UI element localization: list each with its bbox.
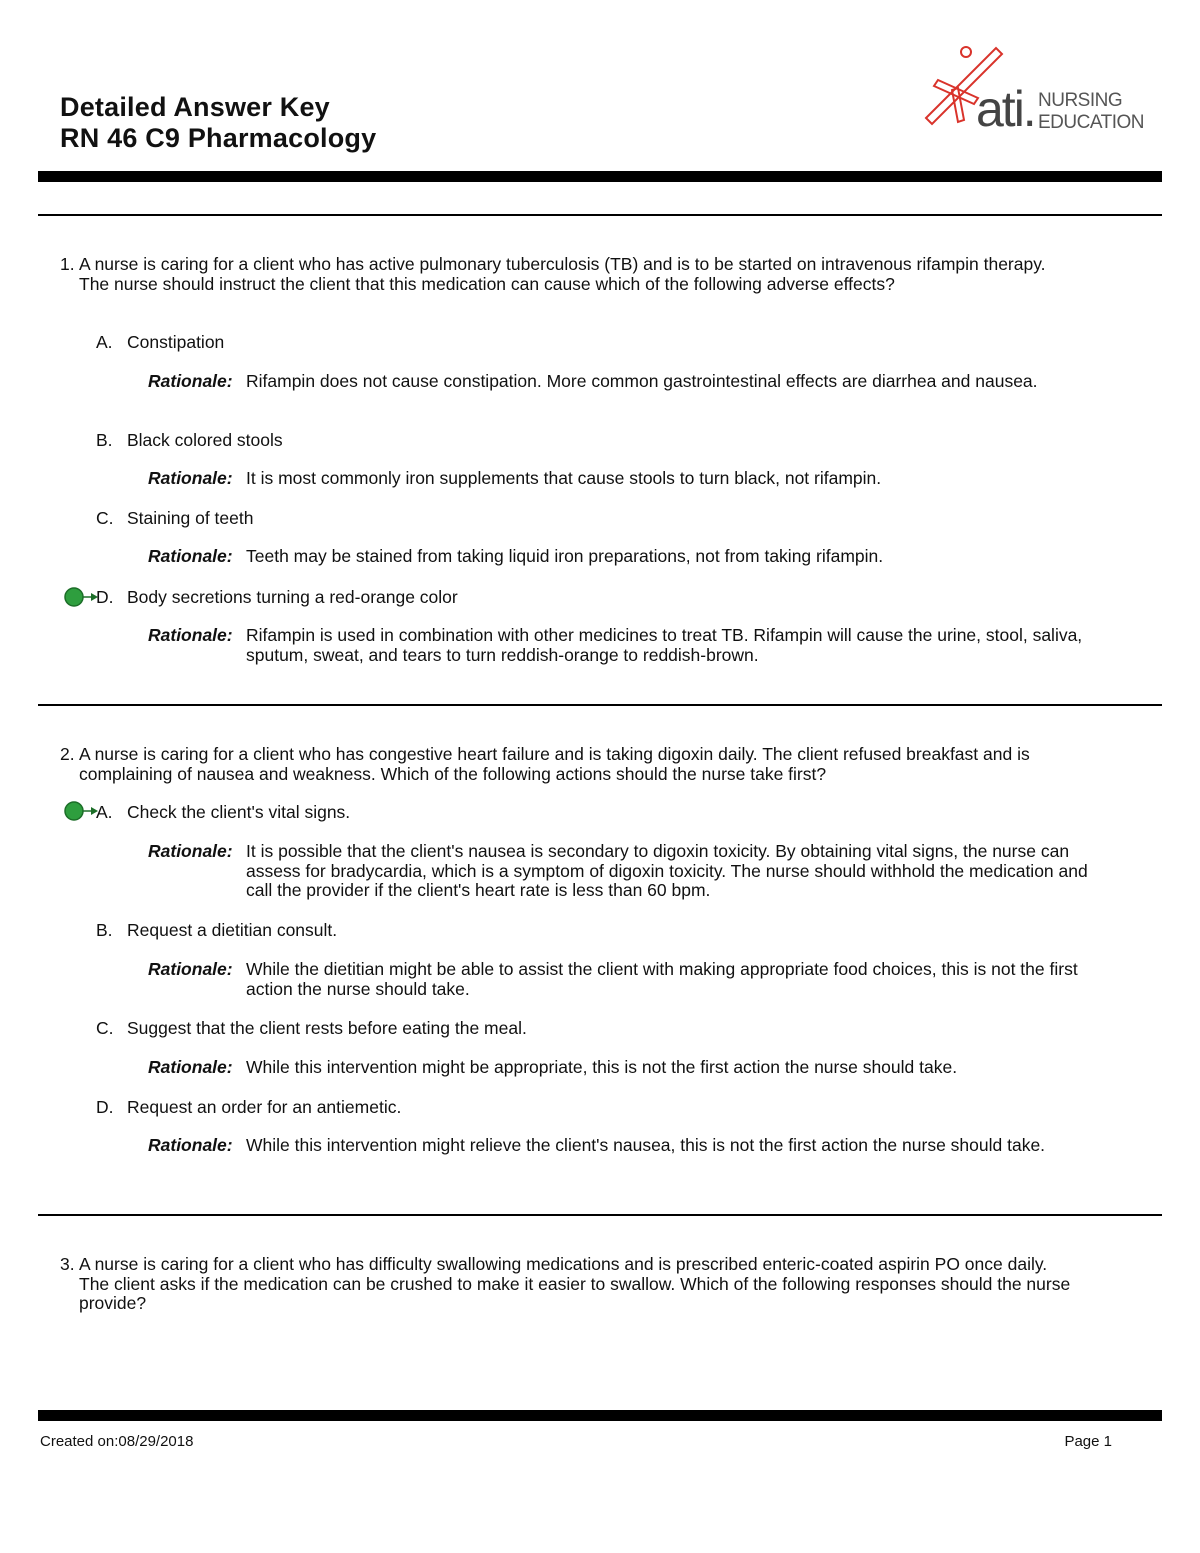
divider [38,1214,1162,1216]
page-number: Page 1 [1064,1433,1112,1450]
option-2d: D. Request an order for an antiemetic. [96,1097,402,1117]
option-1a: A. Constipation [96,332,225,352]
document-subtitle: RN 46 C9 Pharmacology [60,123,377,153]
option-1c: C. Staining of teeth [96,508,254,528]
correct-answer-icon [60,585,100,609]
rationale-2d: Rationale: While this intervention might relieve the client's nausea, this is not the first action the nurse should take. [148,1135,1046,1155]
question-3 [60,1254,1090,1313]
logo-brand: ati. [976,81,1035,137]
rationale-1d: Rationale: Rifampin is used in combination with other medicines to treat TB. Rifampin will cause the urine, stool, saliva, sputum, sweat, and tears to turn reddish-orange to reddish-brown. [148,625,1083,665]
footer-bar [38,1410,1162,1421]
correct-answer-icon [60,799,100,823]
divider [38,704,1162,706]
question-number: 3. [60,1254,75,1274]
header-bar [38,171,1162,182]
question-2 [60,744,1090,784]
option-2a: A. Check the client's vital signs. [96,802,351,822]
question-number: 2. [60,744,75,764]
option-1d: D. Body secretions turning a red-orange color [96,587,458,607]
option-2c: C. Suggest that the client rests before eating the meal. [96,1018,527,1038]
option-2b: B. Request a dietitian consult. [96,920,338,940]
rationale-2b: Rationale: While the dietitian might be able to assist the client with making appropriate food choices, this is not the first action the nurse should take. [148,959,1078,999]
logo-nursing: NURSING [1038,90,1123,111]
ati-logo [918,40,1144,140]
rationale-1b: Rationale: It is most commonly iron supplements that cause stools to turn black, not rifampin. [148,468,882,488]
question-stem: A nurse is caring for a client who has difficulty swallowing medications and is prescribed enteric-coated aspirin PO once daily. The client asks if the medication can be crushed to make it easier to swallow. Which of the following responses should the nurse provide? [79,1254,1071,1313]
rationale-2c: Rationale: While this intervention might be appropriate, this is not the first action the nurse should take. [148,1057,958,1077]
rationale-2a: Rationale: It is possible that the client's nausea is secondary to digoxin toxicity. By obtaining vital signs, the nurse can assess for bradycardia, which is a symptom of digoxin toxicity. The nurse should withhold the medication and call the provider if the client's heart rate is less than 60 bpm. [148,841,1088,900]
logo-education: EDUCATION [1038,112,1144,133]
created-date: Created on:08/29/2018 [40,1433,194,1450]
rationale-1c: Rationale: Teeth may be stained from taking liquid iron preparations, not from taking rifampin. [148,546,884,566]
question-number: 1. [60,254,75,274]
question-1 [60,254,1090,294]
divider [38,214,1162,216]
option-1b: B. Black colored stools [96,430,283,450]
document-title: Detailed Answer Key [60,92,330,122]
question-stem: A nurse is caring for a client who has congestive heart failure and is taking digoxin daily. The client refused breakfast and is complaining of nausea and weakness. Which of the following actions should the nurse take first? [79,744,1030,784]
question-stem: A nurse is caring for a client who has active pulmonary tuberculosis (TB) and is to be started on intravenous rifampin therapy. The nurse should instruct the client that this medication can cause which of the following adverse effects? [79,254,1046,294]
rationale-1a: Rationale: Rifampin does not cause constipation. More common gastrointestinal effects are diarrhea and nausea. [148,371,1038,391]
